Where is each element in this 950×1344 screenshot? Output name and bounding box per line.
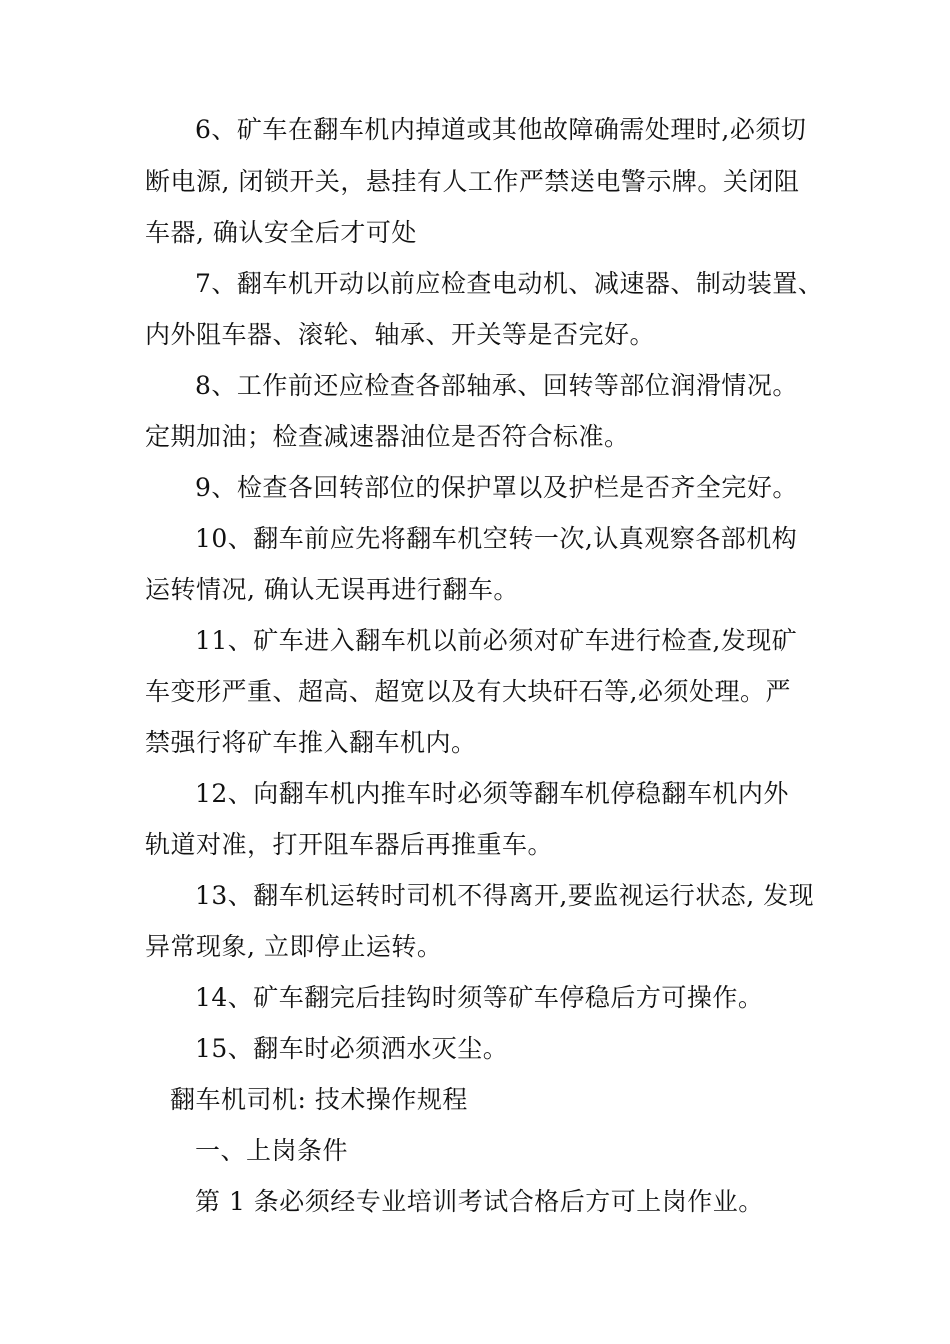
paragraph-11-line-2: 车变形严重、超高、超宽以及有大块矸石等,必须处理。严 — [145, 677, 791, 706]
article-1-line-1: 第 1 条必须经专业培训考试合格后方可上岗作业。 — [195, 1187, 764, 1216]
paragraph-13-line-2: 异常现象, 立即停止运转。 — [145, 932, 443, 961]
paragraph-6-line-2: 断电源, 闭锁开关，悬挂有人工作严禁送电警示牌。关闭阻 — [145, 167, 800, 196]
paragraph-9-line-1: 9、检查各回转部位的保护罩以及护栏是否齐全完好。 — [195, 473, 798, 502]
paragraph-12-line-2: 轨道对准，打开阻车器后再推重车。 — [145, 830, 554, 859]
paragraph-7-line-1: 7、翻车机开动以前应检查电动机、减速器、制动装置、 — [195, 269, 824, 298]
paragraph-14-line-1: 14、矿车翻完后挂钩时须等矿车停稳后方可操作。 — [195, 983, 764, 1012]
paragraph-8-line-2: 定期加油；检查减速器油位是否符合标准。 — [145, 422, 630, 451]
subsection-heading: 一、上岗条件 — [195, 1136, 349, 1165]
paragraph-7-line-2: 内外阻车器、滚轮、轴承、开关等是否完好。 — [145, 320, 656, 349]
paragraph-8-line-1: 8、工作前还应检查各部轴承、回转等部位润滑情况。 — [195, 371, 798, 400]
paragraph-6-line-3: 车器, 确认安全后才可处 — [145, 218, 417, 247]
paragraph-12-line-1: 12、向翻车机内推车时必须等翻车机停稳翻车机内外 — [195, 779, 789, 808]
paragraph-6-line-1: 6、矿车在翻车机内掉道或其他故障确需处理时,必须切 — [195, 115, 807, 144]
paragraph-10-line-1: 10、翻车前应先将翻车机空转一次,认真观察各部机构 — [195, 524, 798, 553]
section-title: 翻车机司机: 技术操作规程 — [170, 1085, 468, 1114]
paragraph-15-line-1: 15、翻车时必须洒水灭尘。 — [195, 1034, 509, 1063]
paragraph-11-line-3: 禁强行将矿车推入翻车机内。 — [145, 728, 477, 757]
paragraph-10-line-2: 运转情况, 确认无误再进行翻车。 — [145, 575, 519, 604]
paragraph-11-line-1: 11、矿车进入翻车机以前必须对矿车进行检查,发现矿 — [195, 626, 798, 655]
paragraph-13-line-1: 13、翻车机运转时司机不得离开,要监视运行状态, 发现 — [195, 881, 815, 910]
